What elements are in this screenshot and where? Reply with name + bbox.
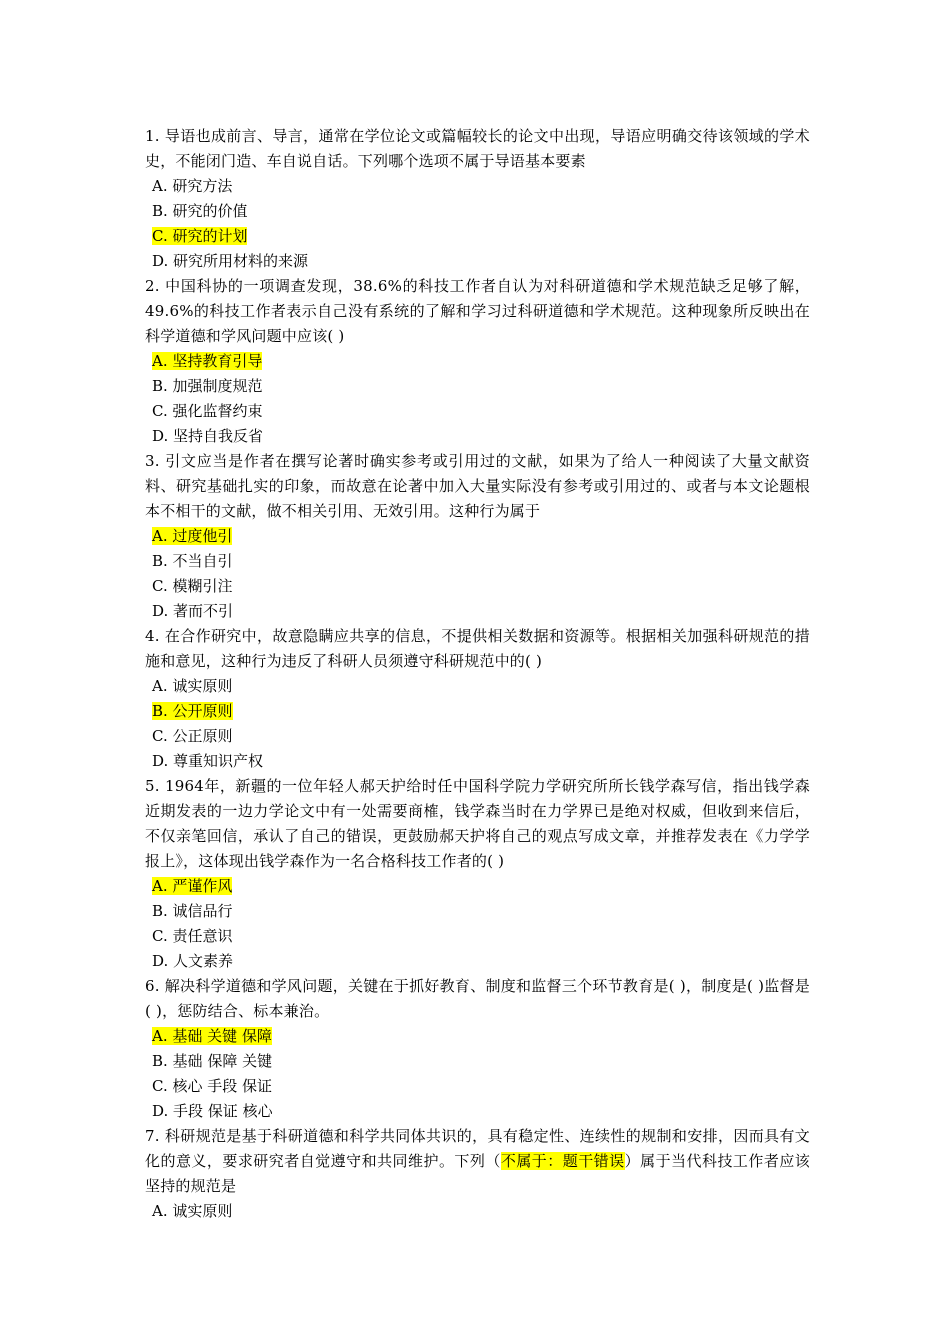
option-a: A. 研究方法 xyxy=(152,177,233,195)
option-b: B. 加强制度规范 xyxy=(152,377,263,395)
question-7 xyxy=(145,1124,810,1224)
answer-highlight: A. 严谨作风 xyxy=(152,877,233,895)
option-b: B. 基础 保障 关键 xyxy=(152,1052,273,1070)
option-c: C. 核心 手段 保证 xyxy=(152,1077,273,1095)
question-5 xyxy=(145,774,810,974)
answer-highlight: A. 坚持教育引导 xyxy=(152,352,263,370)
question-stem: 3. 引文应当是作者在撰写论著时确实参考或引用过的文献，如果为了给人一种阅读了大量文献资料、研究基础扎实的印象，而故意在论著中加入大量实际没有参考或引用过的、或者与本文论题根本不相干的文献，做不相关引用、无效引用。这种行为属于 xyxy=(145,452,810,520)
option-a-answer xyxy=(145,874,810,899)
option-d: D. 人文素养 xyxy=(152,952,234,970)
option-c: C. 责任意识 xyxy=(152,927,233,945)
option-d: D. 研究所用材料的来源 xyxy=(152,252,309,270)
option-d: D. 手段 保证 核心 xyxy=(152,1102,273,1120)
question-3 xyxy=(145,449,810,624)
question-stem: 5. 1964年，新疆的一位年轻人郝天护给时任中国科学院力学研究所所长钱学森写信，指出钱学森近期发表的一边力学论文中有一处需要商榷，钱学森当时在力学界已是绝对权威，但收到来信后，不仅亲笔回信，承认了自己的错误，更鼓励郝天护将自己的观点写成文章，并推荐发表在《力学学报上》，这体现出钱学森作为一名合格科技工作者的( ) xyxy=(145,777,810,870)
question-stem: 7. 科研规范是基于科研道德和科学共同体共识的，具有稳定性、连续性的规制和安排，因而具有文化的意义，要求研究者自觉遵守和共同维护。下列（不属于：题干错误）属于当代科技工作者应该坚持的规范是 xyxy=(145,1127,811,1195)
option-b: B. 不当自引 xyxy=(152,552,233,570)
answer-highlight: A. 基础 关键 保障 xyxy=(152,1027,272,1045)
stem-note-highlight: 不属于：题干错误 xyxy=(500,1152,625,1170)
option-a: A. 诚实原则 xyxy=(152,677,233,695)
answer-highlight: A. 过度他引 xyxy=(152,527,233,545)
option-a-answer xyxy=(145,1024,810,1049)
document-page xyxy=(145,124,810,1224)
option-c: C. 模糊引注 xyxy=(152,577,233,595)
answer-highlight: B. 公开原则 xyxy=(152,702,233,720)
question-stem: 6. 解决科学道德和学风问题，关键在于抓好教育、制度和监督三个环节教育是( )，制度是( )监督是( )，惩防结合、标本兼治。 xyxy=(145,977,810,1020)
option-a: A. 诚实原则 xyxy=(152,1202,233,1220)
question-4 xyxy=(145,624,810,774)
option-d: D. 尊重知识产权 xyxy=(152,752,264,770)
option-c-answer xyxy=(145,224,810,249)
option-a-answer xyxy=(145,349,810,374)
option-b-answer xyxy=(145,699,810,724)
option-c: C. 强化监督约束 xyxy=(152,402,263,420)
question-stem: 2. 中国科协的一项调查发现，38.6%的科技工作者自认为对科研道德和学术规范缺乏足够了解，49.6%的科技工作者表示自己没有系统的了解和学习过科研道德和学术规范。这种现象所反映出在科学道德和学风问题中应该( ) xyxy=(145,277,810,345)
option-c: C. 公正原则 xyxy=(152,727,233,745)
question-stem: 4. 在合作研究中，故意隐瞒应共享的信息，不提供相关数据和资源等。根据相关加强科研规范的措施和意见，这种行为违反了科研人员须遵守科研规范中的( ) xyxy=(145,627,810,670)
option-b: B. 研究的价值 xyxy=(152,202,248,220)
question-2 xyxy=(145,274,810,449)
option-d: D. 坚持自我反省 xyxy=(152,427,264,445)
option-a-answer xyxy=(145,524,810,549)
question-stem: 1. 导语也成前言、导言，通常在学位论文或篇幅较长的论文中出现，导语应明确交待该领域的学术史，不能闭门造、车自说自话。下列哪个选项不属于导语基本要素 xyxy=(145,127,810,170)
question-6 xyxy=(145,974,810,1124)
option-d: D. 著而不引 xyxy=(152,602,234,620)
question-1 xyxy=(145,124,810,274)
option-b: B. 诚信品行 xyxy=(152,902,233,920)
answer-highlight: C. 研究的计划 xyxy=(152,227,248,245)
